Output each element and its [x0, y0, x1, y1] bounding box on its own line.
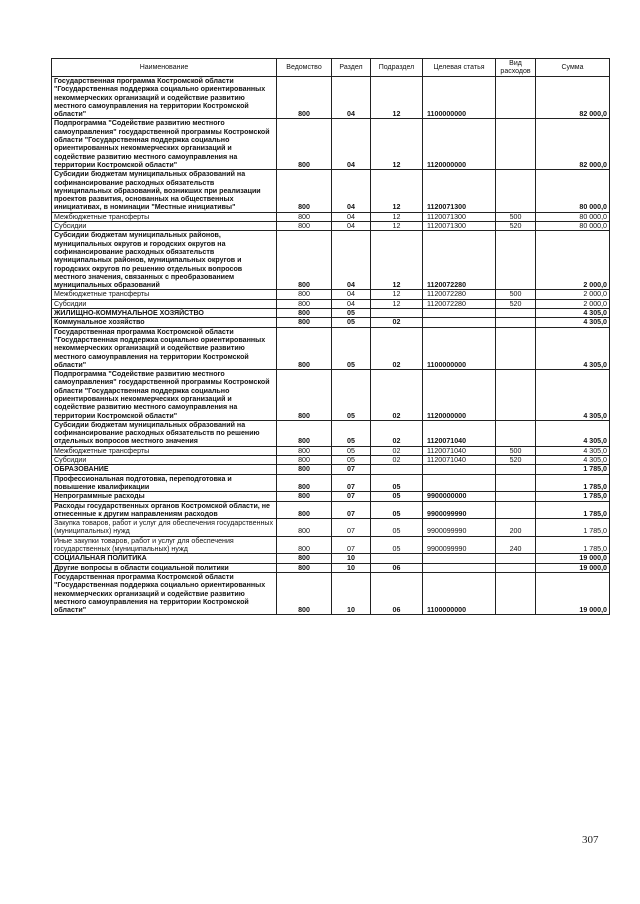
- cell-summa: 2 000,0: [536, 231, 610, 290]
- cell-ved: 800: [277, 474, 332, 492]
- cell-ved: 800: [277, 222, 332, 231]
- header-name: Наименование: [52, 59, 277, 77]
- table-row: [52, 299, 610, 308]
- table-row: [52, 456, 610, 465]
- cell-razdel: 04: [332, 170, 371, 212]
- cell-ved: 800: [277, 119, 332, 170]
- table-row: [52, 370, 610, 421]
- cell-statya: [423, 563, 496, 572]
- table-row: [52, 572, 610, 614]
- cell-ved: 800: [277, 299, 332, 308]
- cell-statya: [423, 309, 496, 318]
- cell-summa: 1 785,0: [536, 519, 610, 537]
- cell-summa: 82 000,0: [536, 77, 610, 119]
- cell-statya: [423, 474, 496, 492]
- cell-name: Профессиональная подготовка, переподготовка и повышение квалификации: [52, 474, 277, 492]
- cell-podrazdel: 05: [371, 501, 423, 519]
- cell-summa: 4 305,0: [536, 456, 610, 465]
- cell-ved: 800: [277, 170, 332, 212]
- cell-vid: [496, 231, 536, 290]
- cell-podrazdel: 05: [371, 492, 423, 501]
- cell-summa: 4 305,0: [536, 318, 610, 327]
- cell-ved: 800: [277, 572, 332, 614]
- cell-vid: 500: [496, 446, 536, 455]
- cell-name: Расходы государственных органов Костромской области, не отнесенные к другим направлениям расходов: [52, 501, 277, 519]
- cell-podrazdel: 12: [371, 222, 423, 231]
- cell-ved: 800: [277, 327, 332, 369]
- cell-ved: 800: [277, 290, 332, 299]
- cell-podrazdel: [371, 309, 423, 318]
- cell-podrazdel: 05: [371, 474, 423, 492]
- table-row: [52, 170, 610, 212]
- cell-razdel: 04: [332, 222, 371, 231]
- cell-razdel: 04: [332, 119, 371, 170]
- cell-name: Межбюджетные трансферты: [52, 212, 277, 221]
- cell-razdel: 07: [332, 519, 371, 537]
- table-row: [52, 465, 610, 474]
- cell-statya: [423, 465, 496, 474]
- table-row: [52, 119, 610, 170]
- table-row: [52, 212, 610, 221]
- table-row: [52, 77, 610, 119]
- cell-summa: 4 305,0: [536, 327, 610, 369]
- cell-vid: 200: [496, 519, 536, 537]
- cell-vid: [496, 465, 536, 474]
- table-row: [52, 290, 610, 299]
- header-podrazdel: Подраздел: [371, 59, 423, 77]
- cell-razdel: 05: [332, 327, 371, 369]
- cell-razdel: 05: [332, 318, 371, 327]
- cell-razdel: 04: [332, 231, 371, 290]
- cell-razdel: 07: [332, 465, 371, 474]
- cell-statya: 9900099990: [423, 519, 496, 537]
- cell-podrazdel: 06: [371, 572, 423, 614]
- cell-summa: 19 000,0: [536, 563, 610, 572]
- cell-podrazdel: [371, 465, 423, 474]
- cell-name: СОЦИАЛЬНАЯ ПОЛИТИКА: [52, 554, 277, 563]
- cell-name: Государственная программа Костромской области "Государственная поддержка социально ориентированных некоммерческих организаций и содействие развитию местного самоуправления на территории Костромской области": [52, 327, 277, 369]
- cell-podrazdel: 12: [371, 231, 423, 290]
- cell-vid: 520: [496, 456, 536, 465]
- table-row: [52, 231, 610, 290]
- cell-name: ОБРАЗОВАНИЕ: [52, 465, 277, 474]
- table-row: [52, 318, 610, 327]
- cell-ved: 800: [277, 370, 332, 421]
- cell-podrazdel: 02: [371, 327, 423, 369]
- cell-ved: 800: [277, 563, 332, 572]
- cell-vid: [496, 327, 536, 369]
- table-row: [52, 309, 610, 318]
- cell-ved: 800: [277, 456, 332, 465]
- cell-statya: 1120071040: [423, 446, 496, 455]
- header-vid: Вид расходов: [496, 59, 536, 77]
- cell-podrazdel: 02: [371, 420, 423, 446]
- cell-razdel: 10: [332, 563, 371, 572]
- cell-podrazdel: 12: [371, 77, 423, 119]
- cell-statya: 1120071040: [423, 456, 496, 465]
- cell-vid: 500: [496, 290, 536, 299]
- cell-statya: 1120000000: [423, 119, 496, 170]
- cell-summa: 1 785,0: [536, 465, 610, 474]
- cell-vid: [496, 563, 536, 572]
- cell-summa: 82 000,0: [536, 119, 610, 170]
- cell-podrazdel: 12: [371, 119, 423, 170]
- cell-summa: 1 785,0: [536, 501, 610, 519]
- cell-razdel: 07: [332, 536, 371, 554]
- cell-name: Подпрограмма "Содействие развитию местного самоуправления" государственной программы Костромской области "Государственная поддержка социально ориентированных некоммерческих организаций и содействие развитию местного самоуправления на территории Костромской области": [52, 370, 277, 421]
- cell-podrazdel: 05: [371, 536, 423, 554]
- cell-ved: 800: [277, 309, 332, 318]
- cell-podrazdel: 02: [371, 456, 423, 465]
- cell-razdel: 04: [332, 77, 371, 119]
- table-row: [52, 446, 610, 455]
- cell-statya: 1120071300: [423, 222, 496, 231]
- cell-podrazdel: 12: [371, 212, 423, 221]
- cell-statya: 1120071300: [423, 170, 496, 212]
- table-row: [52, 501, 610, 519]
- cell-ved: 800: [277, 492, 332, 501]
- table-header-row: [52, 59, 610, 77]
- cell-statya: [423, 318, 496, 327]
- cell-name: Подпрограмма "Содействие развитию местного самоуправления" государственной программы Костромской области "Государственная поддержка социально ориентированных некоммерческих организаций и содействие развитию местного самоуправления на территории Костромской области": [52, 119, 277, 170]
- table-row: [52, 327, 610, 369]
- cell-name: Субсидии: [52, 222, 277, 231]
- cell-ved: 800: [277, 554, 332, 563]
- cell-statya: [423, 554, 496, 563]
- cell-razdel: 07: [332, 492, 371, 501]
- cell-podrazdel: 12: [371, 299, 423, 308]
- cell-razdel: 07: [332, 501, 371, 519]
- cell-vid: [496, 309, 536, 318]
- cell-statya: 1120072280: [423, 290, 496, 299]
- cell-name: Закупка товаров, работ и услуг для обеспечения государственных (муниципальных) нужд: [52, 519, 277, 537]
- cell-vid: [496, 554, 536, 563]
- cell-summa: 80 000,0: [536, 222, 610, 231]
- cell-name: Субсидии: [52, 299, 277, 308]
- header-statya: Целевая статья: [423, 59, 496, 77]
- cell-podrazdel: 02: [371, 370, 423, 421]
- cell-statya: 1120072280: [423, 231, 496, 290]
- header-summa: Сумма: [536, 59, 610, 77]
- cell-summa: 80 000,0: [536, 170, 610, 212]
- cell-statya: 1100000000: [423, 77, 496, 119]
- cell-podrazdel: 02: [371, 446, 423, 455]
- cell-name: Государственная программа Костромской области "Государственная поддержка социально ориентированных некоммерческих организаций и содействие развитию местного самоуправления на территории Костромской области": [52, 77, 277, 119]
- cell-statya: 1120072280: [423, 299, 496, 308]
- cell-razdel: 05: [332, 309, 371, 318]
- cell-razdel: 05: [332, 456, 371, 465]
- cell-statya: 1120000000: [423, 370, 496, 421]
- cell-razdel: 10: [332, 572, 371, 614]
- cell-vid: [496, 119, 536, 170]
- cell-name: Субсидии: [52, 456, 277, 465]
- cell-podrazdel: 12: [371, 290, 423, 299]
- budget-table: [51, 58, 610, 615]
- cell-razdel: 04: [332, 212, 371, 221]
- cell-razdel: 05: [332, 370, 371, 421]
- cell-name: Иные закупки товаров, работ и услуг для обеспечения государственных (муниципальных) нужд: [52, 536, 277, 554]
- table-row: [52, 519, 610, 537]
- cell-summa: 19 000,0: [536, 554, 610, 563]
- cell-summa: 4 305,0: [536, 420, 610, 446]
- cell-ved: 800: [277, 501, 332, 519]
- cell-vid: 240: [496, 536, 536, 554]
- cell-name: Непрограммные расходы: [52, 492, 277, 501]
- cell-statya: 9900099990: [423, 501, 496, 519]
- cell-ved: 800: [277, 465, 332, 474]
- cell-name: Субсидии бюджетам муниципальных образований на софинансирование расходных обязательств по решению отдельных вопросов местного значения: [52, 420, 277, 446]
- cell-name: Субсидии бюджетам муниципальных районов, муниципальных округов и городских округов на софинансирование расходных обязательств муниципальных районов, муниципальных округов и городских округов по решению отдельных вопросов местного значения, связанных с преобразованием муниципальных образований: [52, 231, 277, 290]
- cell-summa: 4 305,0: [536, 446, 610, 455]
- cell-vid: [496, 77, 536, 119]
- table-row: [52, 222, 610, 231]
- cell-razdel: 07: [332, 474, 371, 492]
- cell-vid: 500: [496, 212, 536, 221]
- cell-summa: 1 785,0: [536, 492, 610, 501]
- table-body: [52, 77, 610, 615]
- cell-statya: 9900099990: [423, 536, 496, 554]
- cell-summa: 2 000,0: [536, 299, 610, 308]
- cell-vid: [496, 492, 536, 501]
- cell-statya: 9900000000: [423, 492, 496, 501]
- cell-statya: 1100000000: [423, 327, 496, 369]
- cell-summa: 2 000,0: [536, 290, 610, 299]
- page-number: 307: [582, 834, 599, 846]
- cell-vid: [496, 420, 536, 446]
- cell-razdel: 05: [332, 446, 371, 455]
- cell-name: Другие вопросы в области социальной политики: [52, 563, 277, 572]
- cell-podrazdel: 06: [371, 563, 423, 572]
- cell-razdel: 04: [332, 290, 371, 299]
- cell-summa: 4 305,0: [536, 309, 610, 318]
- cell-name: Межбюджетные трансферты: [52, 446, 277, 455]
- cell-vid: [496, 572, 536, 614]
- cell-name: Коммунальное хозяйство: [52, 318, 277, 327]
- cell-vid: [496, 501, 536, 519]
- header-ved: Ведомство: [277, 59, 332, 77]
- cell-statya: 1120071300: [423, 212, 496, 221]
- cell-ved: 800: [277, 77, 332, 119]
- cell-name: Межбюджетные трансферты: [52, 290, 277, 299]
- cell-podrazdel: [371, 554, 423, 563]
- cell-name: Государственная программа Костромской области "Государственная поддержка социально ориентированных некоммерческих организаций и содействие развитию местного самоуправления на территории Костромской области": [52, 572, 277, 614]
- cell-ved: 800: [277, 519, 332, 537]
- table-row: [52, 474, 610, 492]
- header-razdel: Раздел: [332, 59, 371, 77]
- cell-vid: 520: [496, 222, 536, 231]
- cell-summa: 19 000,0: [536, 572, 610, 614]
- cell-podrazdel: 05: [371, 519, 423, 537]
- cell-razdel: 05: [332, 420, 371, 446]
- cell-podrazdel: 02: [371, 318, 423, 327]
- cell-ved: 800: [277, 212, 332, 221]
- cell-name: ЖИЛИЩНО-КОММУНАЛЬНОЕ ХОЗЯЙСТВО: [52, 309, 277, 318]
- table-row: [52, 536, 610, 554]
- cell-summa: 1 785,0: [536, 474, 610, 492]
- cell-ved: 800: [277, 318, 332, 327]
- cell-vid: [496, 474, 536, 492]
- cell-razdel: 04: [332, 299, 371, 308]
- cell-statya: 1120071040: [423, 420, 496, 446]
- cell-vid: [496, 170, 536, 212]
- cell-vid: 520: [496, 299, 536, 308]
- table-row: [52, 420, 610, 446]
- cell-summa: 4 305,0: [536, 370, 610, 421]
- table-row: [52, 492, 610, 501]
- cell-statya: 1100000000: [423, 572, 496, 614]
- cell-vid: [496, 318, 536, 327]
- cell-name: Субсидии бюджетам муниципальных образований на софинансирование расходных обязательств муниципальных образований, возникших при реализации проектов развития, основанных на общественных инициативах, в номинации "Местные инициативы": [52, 170, 277, 212]
- cell-razdel: 10: [332, 554, 371, 563]
- cell-vid: [496, 370, 536, 421]
- cell-ved: 800: [277, 536, 332, 554]
- cell-ved: 800: [277, 231, 332, 290]
- cell-summa: 80 000,0: [536, 212, 610, 221]
- cell-summa: 1 785,0: [536, 536, 610, 554]
- table-row: [52, 554, 610, 563]
- table-row: [52, 563, 610, 572]
- cell-ved: 800: [277, 420, 332, 446]
- cell-podrazdel: 12: [371, 170, 423, 212]
- cell-ved: 800: [277, 446, 332, 455]
